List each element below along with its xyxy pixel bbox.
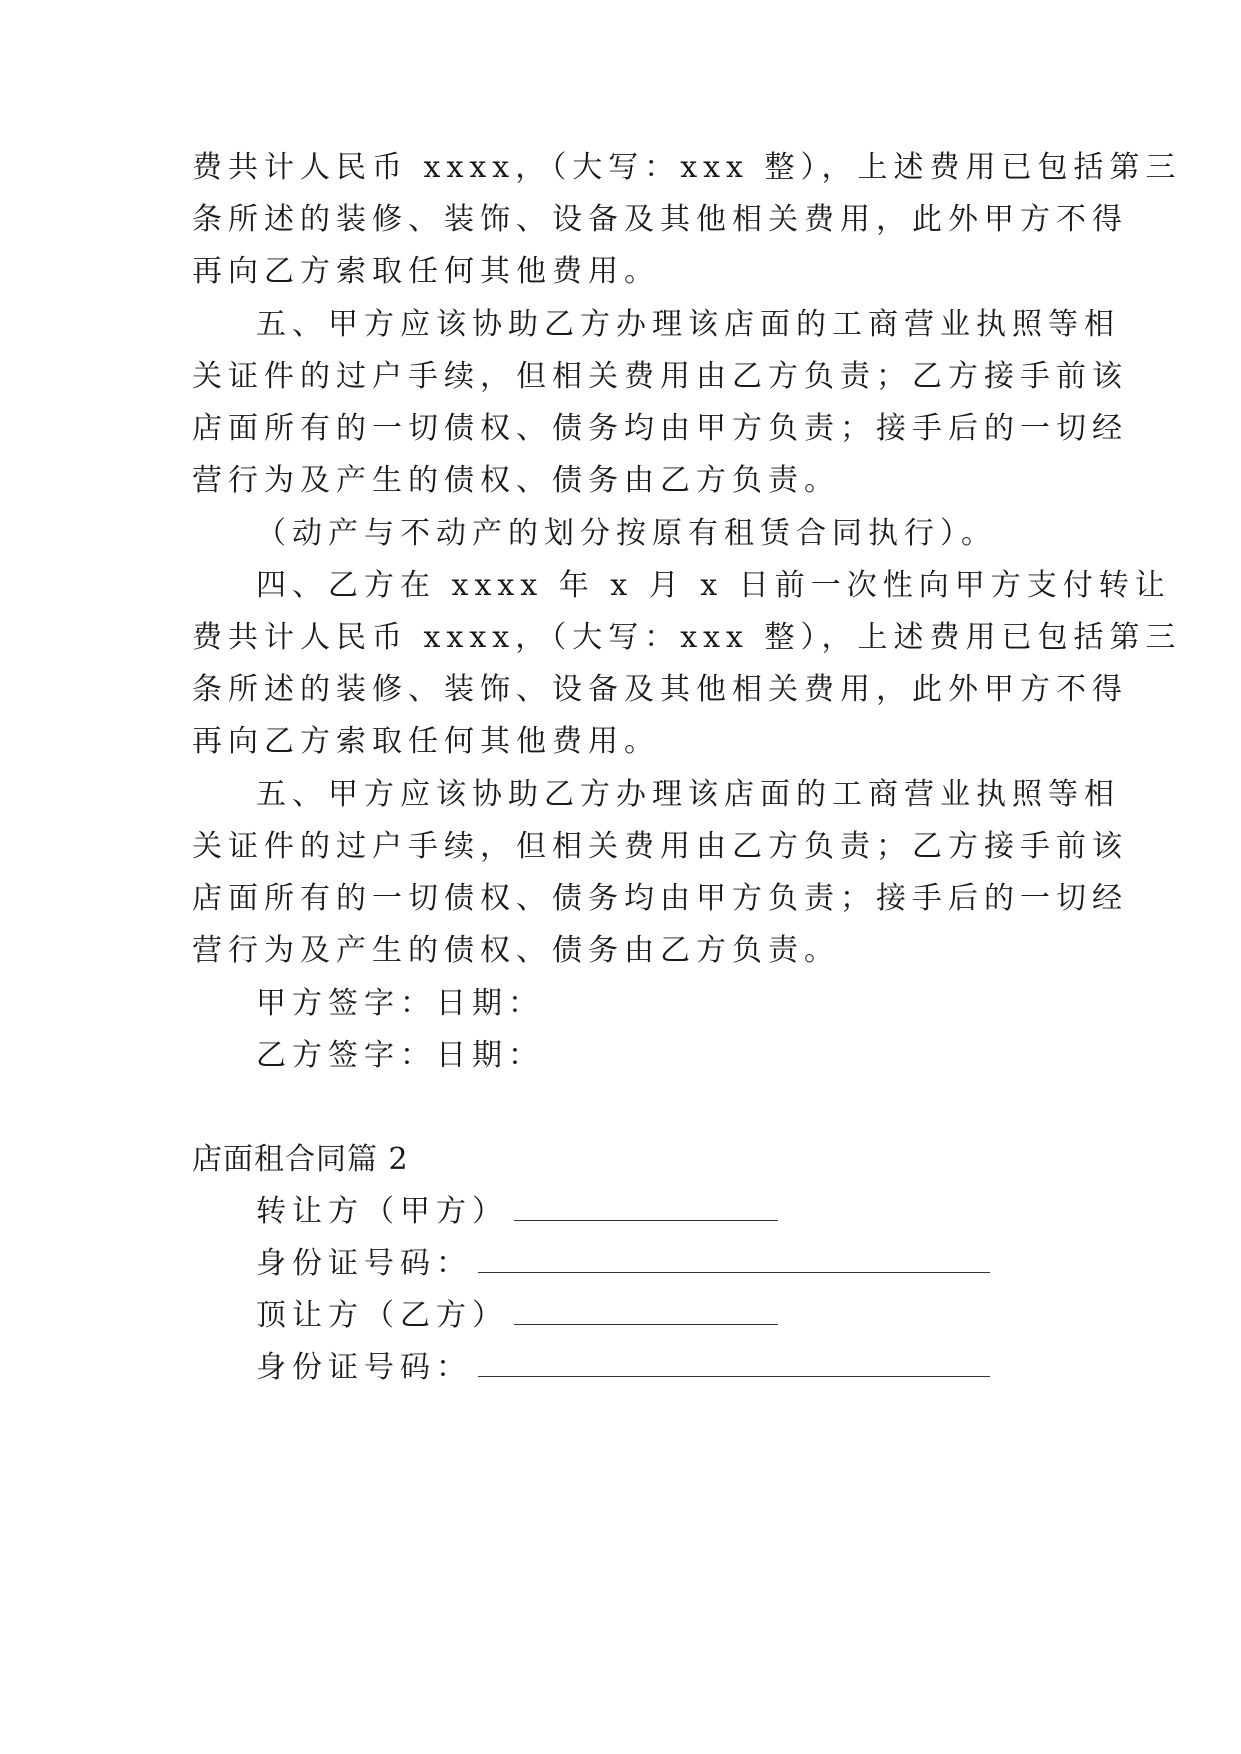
text-line: 费共计人民币 xxxx，（大写：xxx 整），上述费用已包括第三: [192, 620, 1182, 655]
id-number-label: 身份证号码：: [256, 1246, 472, 1281]
text-line: 店面所有的一切债权、债务均由甲方负责；接手后的一切经: [192, 881, 1128, 916]
id-number-field-2: [256, 1348, 990, 1388]
transferor-field: [256, 1192, 778, 1232]
text-line: 关证件的过户手续，但相关费用由乙方负责；乙方接手前该: [192, 829, 1128, 864]
party-a-signature-line: 甲方签字：日期：: [256, 986, 544, 1021]
party-b-signature-line: 乙方签字：日期：: [256, 1038, 544, 1073]
text-line: 关证件的过户手续，但相关费用由乙方负责；乙方接手前该: [192, 359, 1128, 394]
transferee-blank: [514, 1298, 778, 1325]
text-line: 五、甲方应该协助乙方办理该店面的工商营业执照等相: [256, 777, 1120, 812]
text-line: 店面所有的一切债权、债务均由甲方负责；接手后的一切经: [192, 411, 1128, 446]
id-number-blank: [478, 1246, 990, 1273]
transferor-label: 转让方（甲方）: [256, 1194, 508, 1229]
transferor-blank: [514, 1194, 778, 1221]
id-number-label: 身份证号码：: [256, 1350, 472, 1385]
id-number-field-1: [256, 1244, 990, 1284]
text-line: 营行为及产生的债权、债务由乙方负责。: [192, 463, 840, 498]
id-number-blank: [478, 1350, 990, 1377]
text-line: 条所述的装修、装饰、设备及其他相关费用，此外甲方不得: [192, 202, 1128, 237]
transferee-label: 顶让方（乙方）: [256, 1298, 508, 1333]
text-line: 费共计人民币 xxxx，（大写：xxx 整），上述费用已包括第三: [192, 150, 1182, 185]
transferee-field: [256, 1296, 778, 1336]
section-title: 店面租合同篇 2: [192, 1142, 409, 1177]
text-line: 四、乙方在 xxxx 年 x 月 x 日前一次性向甲方支付转让: [256, 568, 1171, 603]
text-line: 再向乙方索取任何其他费用。: [192, 254, 660, 289]
text-line: 营行为及产生的债权、债务由乙方负责。: [192, 933, 840, 968]
text-line: 五、甲方应该协助乙方办理该店面的工商营业执照等相: [256, 307, 1120, 342]
text-line: （动产与不动产的划分按原有租赁合同执行）。: [256, 516, 997, 551]
text-line: 条所述的装修、装饰、设备及其他相关费用，此外甲方不得: [192, 672, 1128, 707]
text-line: 再向乙方索取任何其他费用。: [192, 724, 660, 759]
